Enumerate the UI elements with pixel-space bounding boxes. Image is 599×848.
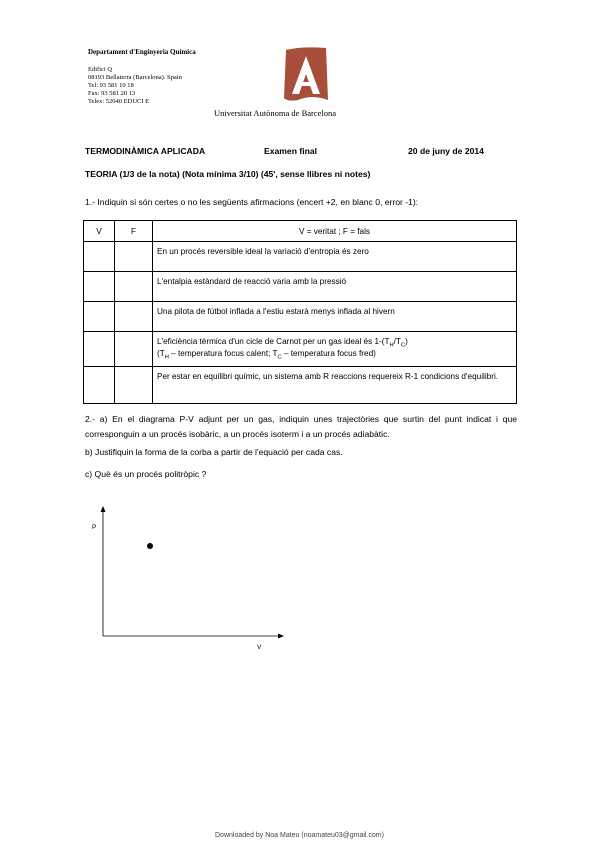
header-v: V: [84, 221, 115, 242]
telex-line: Telex: 52040 EDUCI E: [88, 98, 150, 105]
question2b-text: b) Justifiquin la forma de la corba a partir de l'equació per cada cas.: [85, 447, 343, 457]
department-name: Departament d'Enginyeria Química: [88, 48, 196, 56]
statement-cell: Per estar en equilibri químic, un sistema amb R reaccions requereix R-1 condicions d'equilibri.: [153, 367, 517, 404]
p-axis-label: P: [92, 524, 97, 531]
state-point: [147, 543, 153, 549]
table-row: [84, 242, 517, 272]
answer-cell-v[interactable]: [84, 302, 115, 332]
pv-diagram[interactable]: [96, 506, 286, 646]
header-statement: V = veritat ; F = fals: [153, 221, 517, 242]
exam-date: 20 de juny de 2014: [408, 146, 484, 156]
question2c-text: c) Què és un procés politròpic ?: [85, 469, 207, 479]
answer-cell-v[interactable]: [84, 367, 115, 404]
v-axis-arrow-icon: [278, 634, 284, 639]
university-name: Universitat Autònoma de Barcelona: [214, 108, 337, 118]
answer-cell-f[interactable]: [115, 302, 153, 332]
exam-type: Examen final: [264, 146, 318, 156]
table-row: [84, 367, 517, 404]
answer-cell-f[interactable]: [115, 332, 153, 367]
carnot-legend: ($T_H$ – temperatura focus calent; $T_C$ – temperatura focus fred): [157, 348, 376, 361]
table-row: [84, 272, 517, 302]
answer-cell-v[interactable]: [84, 272, 115, 302]
answer-cell-v[interactable]: [84, 332, 115, 367]
answer-cell-v[interactable]: [84, 242, 115, 272]
section-heading: TEORIA (1/3 de la nota) (Nota mínima 3/10) (45', sense llibres ni notes): [85, 169, 371, 179]
question1-prompt: 1.- Indiquin si són certes o no les següents afirmacions (encert +2, en blanc 0, error -1):: [85, 197, 419, 207]
answer-cell-f[interactable]: [115, 242, 153, 272]
carnot-statement: L'eficiència tèrmica d'un cicle de Carnot per un gas ideal és $1-(T_H/T_C)$: [157, 337, 408, 349]
logo-letter-bar: [301, 82, 311, 86]
answer-cell-f[interactable]: [115, 272, 153, 302]
table-row: [84, 302, 517, 332]
statement-cell: [153, 332, 517, 367]
course-title: TERMODINÀMICA APLICADA: [85, 146, 206, 156]
header-f: F: [115, 221, 153, 242]
p-axis-arrow-icon: [101, 506, 106, 512]
statement-cell: L'entalpia estàndard de reacció varia amb la pressió: [153, 272, 517, 302]
address-line: Edifici Q: [88, 66, 113, 73]
university-logo: [282, 44, 330, 104]
v-axis-label: V: [257, 644, 262, 651]
phone-line: Tel: 93 581 10 18: [88, 82, 134, 89]
true-false-table: [83, 220, 517, 404]
statement-cell: En un procés reversible ideal la variació d'entropia és zero: [153, 242, 517, 272]
answer-cell-f[interactable]: [115, 367, 153, 404]
download-footer: Downloaded by Noa Mateu (noamateu03@gmail.com): [215, 832, 384, 839]
address-line: 08193 Bellaterra (Barcelona). Spain: [88, 74, 182, 81]
fax-line: Fax: 93 581 20 13: [88, 90, 136, 97]
statement-cell: Una pilota de fútbol inflada a l'estiu estarà menys inflada al hivern: [153, 302, 517, 332]
question2a-text: 2.- a) En el diagrama P-V adjunt per un gas, indiquin unes trajectòries que surtin del punt indicat i que corresponguin a un procés isobàric, a un procés isoterm i a un procés adiabàtic.: [85, 414, 517, 439]
table-row: [84, 332, 517, 367]
